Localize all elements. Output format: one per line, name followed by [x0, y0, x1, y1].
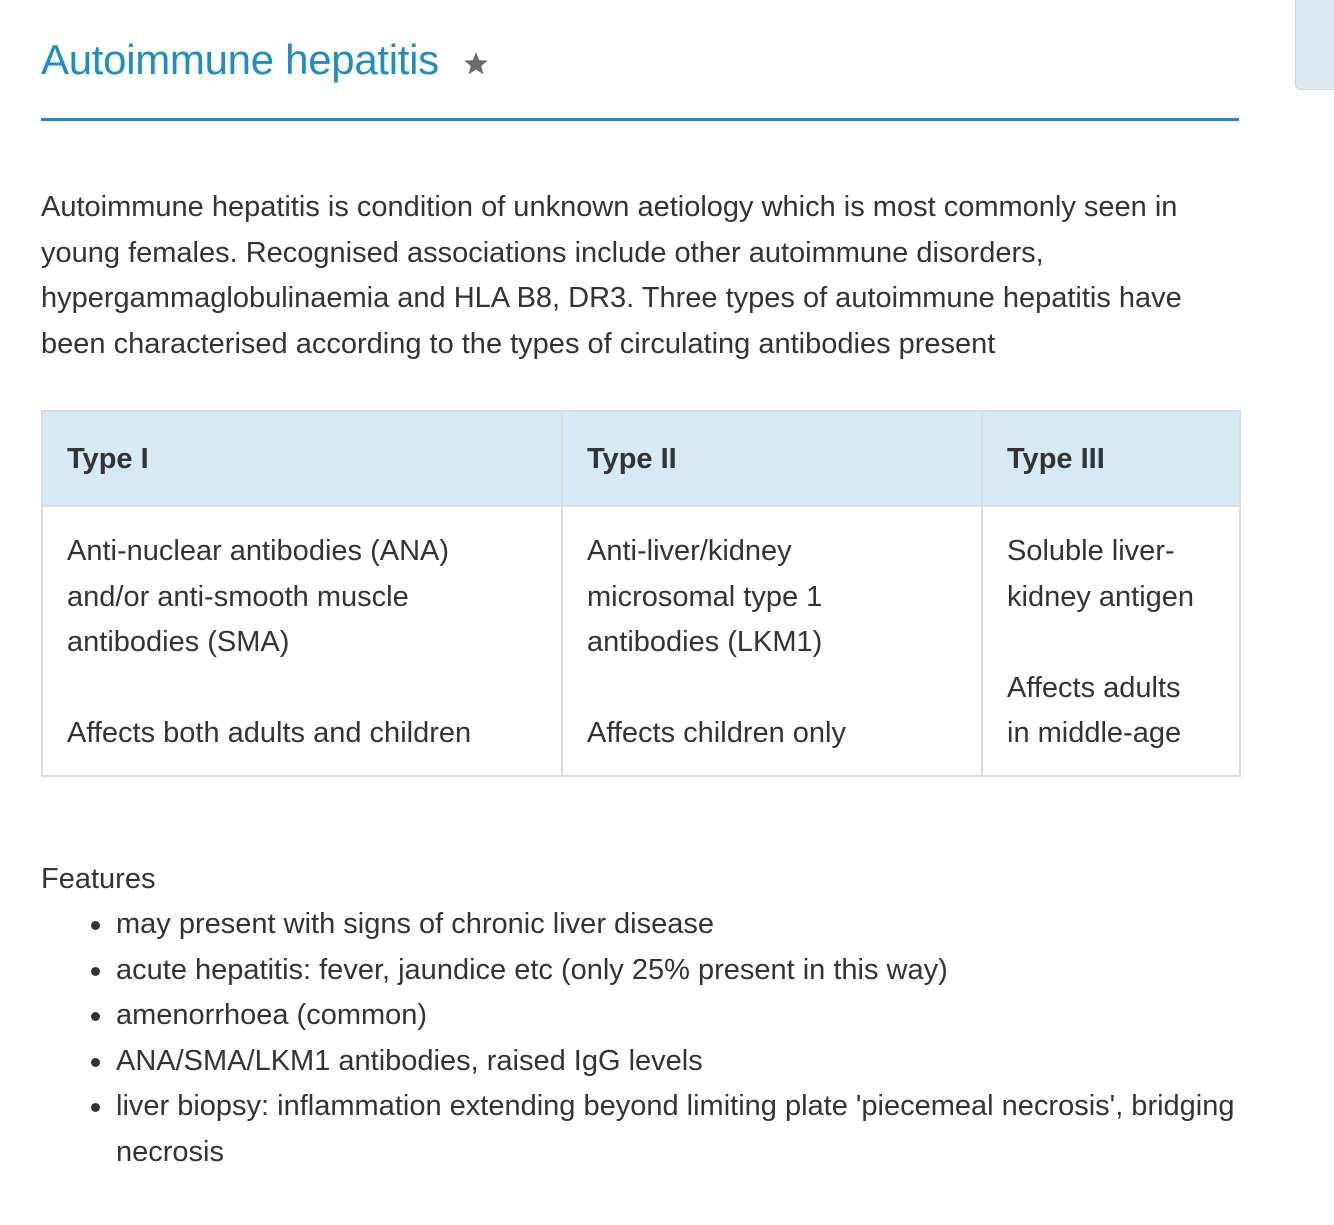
side-panel-tab[interactable]: [1295, 0, 1334, 90]
star-icon[interactable]: [461, 49, 491, 79]
features-heading: Features: [41, 863, 156, 895]
list-item: acute hepatitis: fever, jaundice etc (only 25% present in this way): [116, 948, 1239, 994]
page-title: Autoimmune hepatitis: [41, 36, 439, 83]
header-type-3: Type III: [982, 411, 1240, 506]
type-1-age-line: Affects both adults and children: [67, 717, 472, 749]
list-item: liver biopsy: inflammation extending beyond limiting plate 'piecemeal necrosis', bridging necrosis: [116, 1084, 1239, 1175]
type-3-age-line: in middle-age: [1007, 717, 1182, 749]
type-3-cell: [982, 506, 1240, 776]
intro-paragraph: Autoimmune hepatitis is condition of unknown aetiology which is most commonly seen in young females. Recognised associations include other autoimmune disorders, hypergammaglobulinaemia and HLA B8, DR3. Three types of autoimmune hepatitis have been characterised according to the types of circulating antibodies present: [41, 191, 1182, 360]
header-type-2: Type II: [562, 411, 982, 506]
type-2-age-line: Affects children only: [587, 717, 846, 749]
title-row: [41, 34, 491, 86]
features-list: [41, 902, 1239, 1175]
title-divider: [41, 118, 1239, 121]
type-1-cell: [42, 506, 562, 776]
table-row: [42, 506, 1240, 776]
header-type-1: Type I: [42, 411, 562, 506]
type-3-antibodies-line: kidney antigen: [1007, 580, 1195, 613]
type-2-cell: [562, 506, 982, 776]
type-3-age-line: Affects adults: [1007, 671, 1181, 704]
type-2-antibodies-line: microsomal type 1: [587, 580, 823, 613]
list-item: ANA/SMA/LKM1 antibodies, raised IgG levels: [116, 1039, 1239, 1085]
type-1-antibodies-line: Anti-nuclear antibodies (ANA): [67, 535, 450, 567]
list-item: may present with signs of chronic liver disease: [116, 902, 1239, 948]
list-item: amenorrhoea (common): [116, 993, 1239, 1039]
type-1-antibodies-line: antibodies (SMA): [67, 626, 290, 658]
type-2-antibodies-line: antibodies (LKM1): [587, 626, 823, 658]
hepatitis-types-table: [41, 410, 1241, 777]
type-1-antibodies-line: and/or anti-smooth muscle: [67, 580, 409, 613]
type-3-antibodies-line: Soluble liver-: [1007, 535, 1175, 567]
table-header-row: [42, 411, 1240, 506]
type-2-antibodies-line: Anti-liver/kidney: [587, 535, 792, 567]
